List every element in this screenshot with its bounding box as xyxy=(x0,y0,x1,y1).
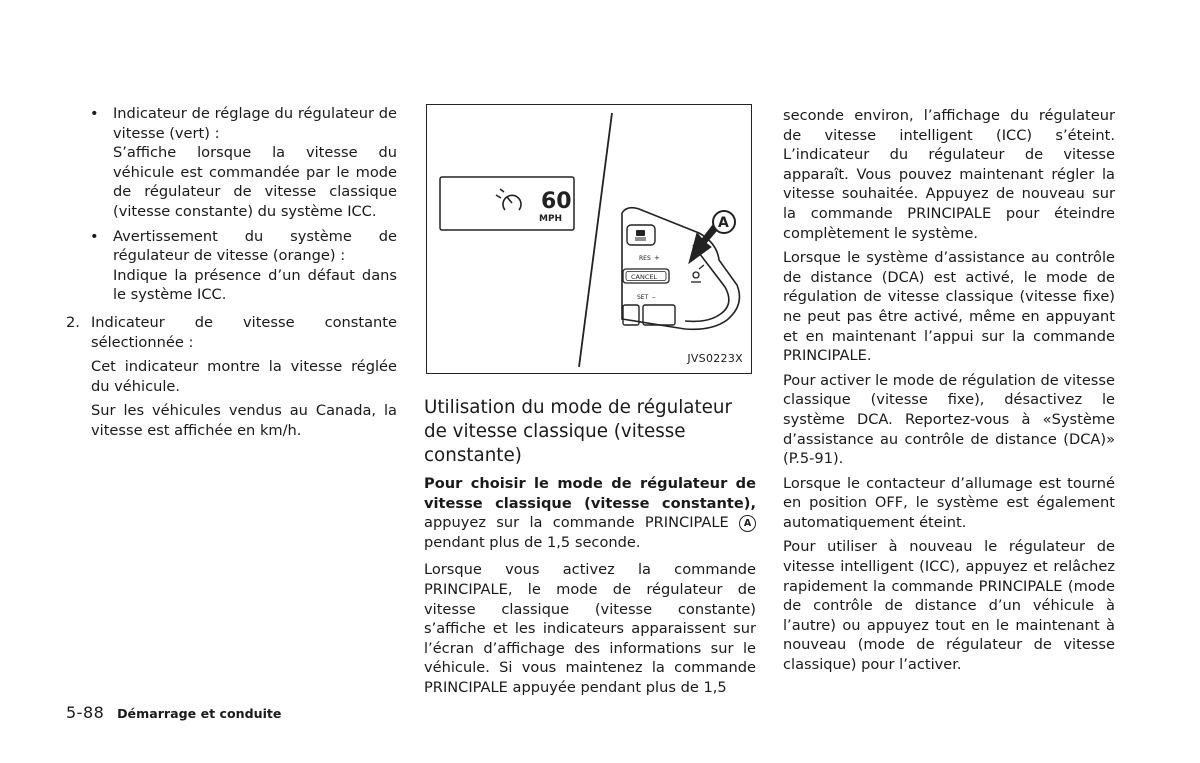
callout-label: A xyxy=(718,215,729,231)
separator-line xyxy=(579,113,612,367)
paragraph-1-bold: Pour choisir le mode de régulateur de vitesse classique (vitesse constante), xyxy=(424,475,756,512)
paragraph-6: Lorsque le contacteur d’allumage est tourné en position OFF, le système est également automatiquement éteint. xyxy=(783,474,1115,531)
minus-sign: – xyxy=(652,293,656,301)
page-number: 5-88 xyxy=(66,703,105,722)
cancel-label: CANCEL xyxy=(631,273,658,281)
bullet-dot: • xyxy=(90,227,99,245)
item2-title: Indicateur de vitesse constante sélectionnée : xyxy=(91,313,397,351)
paragraph-1-text: appuyez sur la commande PRINCIPALE xyxy=(424,514,739,532)
paragraph-1-end: pendant plus de 1,5 seconde. xyxy=(424,533,641,551)
bullet2-text: Indique la présence d’un défaut dans le système ICC. xyxy=(113,266,397,304)
paragraph-5: Pour activer le mode de régulation de vitesse classique (vitesse fixe), désactivez le système DCA. Reportez-vous à «Système d’assistance au contrôle de distance (DCA)» (P.5-91). xyxy=(783,371,1115,468)
callout-marker: A xyxy=(739,515,756,532)
paragraph-7: Pour utiliser à nouveau le régulateur de vitesse intelligent (ICC), appuyez et relâchez rapidement la commande PRINCIPALE (mode de contrôle de distance d’un véhicule à l’autre) ou appuyez tout en le maintenant à nouveau (mode de régulateur de vitesse classique) pour l’activer. xyxy=(783,538,1115,674)
main-switch-icon xyxy=(691,265,704,282)
steering-switch-figure xyxy=(426,104,752,374)
section-heading: Utilisation du mode de régulateur de vitesse classique (vitesse constante) xyxy=(424,397,733,466)
bullet-warning xyxy=(66,227,397,266)
item2-paragraph-1: Cet indicateur montre la vitesse réglée du véhicule. xyxy=(91,358,397,395)
figure-code: JVS0223X xyxy=(687,352,743,366)
left-column xyxy=(66,104,397,441)
cruise-speedometer-icon xyxy=(496,189,521,210)
middle-column xyxy=(424,104,756,698)
display-speed: 60 xyxy=(541,189,572,214)
set-label: SET xyxy=(637,294,649,301)
bullet-dot: • xyxy=(90,105,99,122)
paragraph-3: seconde environ, l’affichage du régulateur de vitesse intelligent (ICC) s’éteint. L’indicateur du régulateur de vitesse apparaît. Vous pouvez maintenant régler la vitesse souhaitée. Appuyez de nouveau sur la commande PRINCIPALE pour éteindre complètement le système. xyxy=(783,107,1115,242)
steering-switch-illustration xyxy=(427,105,750,372)
item-set-speed-indicator xyxy=(66,313,397,352)
plus-sign: + xyxy=(654,254,660,262)
lower-right-button xyxy=(643,305,675,325)
bullet-setting-indicator xyxy=(66,104,397,143)
display-unit: MPH xyxy=(539,214,563,224)
right-column xyxy=(783,106,1115,675)
bullet1-title: Indicateur de réglage du régulateur de vitesse (vert) : xyxy=(113,105,397,142)
res-label: RES xyxy=(639,255,651,262)
distance-icon xyxy=(635,230,646,240)
section-title: Démarrage et conduite xyxy=(117,706,282,721)
bullet2-title: Avertissement du système de régulateur de vitesse (orange) : xyxy=(113,227,397,265)
bullet1-text: S’affiche lorsque la vitesse du véhicule est commandée par le mode de régulateur de vitesse classique (vitesse constante) du système ICC. xyxy=(113,144,397,220)
paragraph-4: Lorsque le système d’assistance au contrôle de distance (DCA) est activé, le mode de régulation de vitesse classique (vitesse fixe) ne peut pas être activé, même en appuyant et en maintenant l’appui sur la commande PRINCIPALE. xyxy=(783,249,1115,365)
item-number: 2. xyxy=(66,313,80,331)
paragraph-2: Lorsque vous activez la commande PRINCIPALE, le mode de régulateur de vitesse classique (vitesse constante) s’affiche et les indicateurs apparaissent sur l’écran d’affichage des informations sur le véhicule. Si vous maintenez la commande PRINCIPALE appuyée pendant plus de 1,5 xyxy=(424,561,756,696)
paragraph-1 xyxy=(424,474,756,552)
item2-paragraph-2: Sur les véhicules vendus au Canada, la vitesse est affichée en km/h. xyxy=(91,402,397,439)
page-footer xyxy=(66,703,281,722)
